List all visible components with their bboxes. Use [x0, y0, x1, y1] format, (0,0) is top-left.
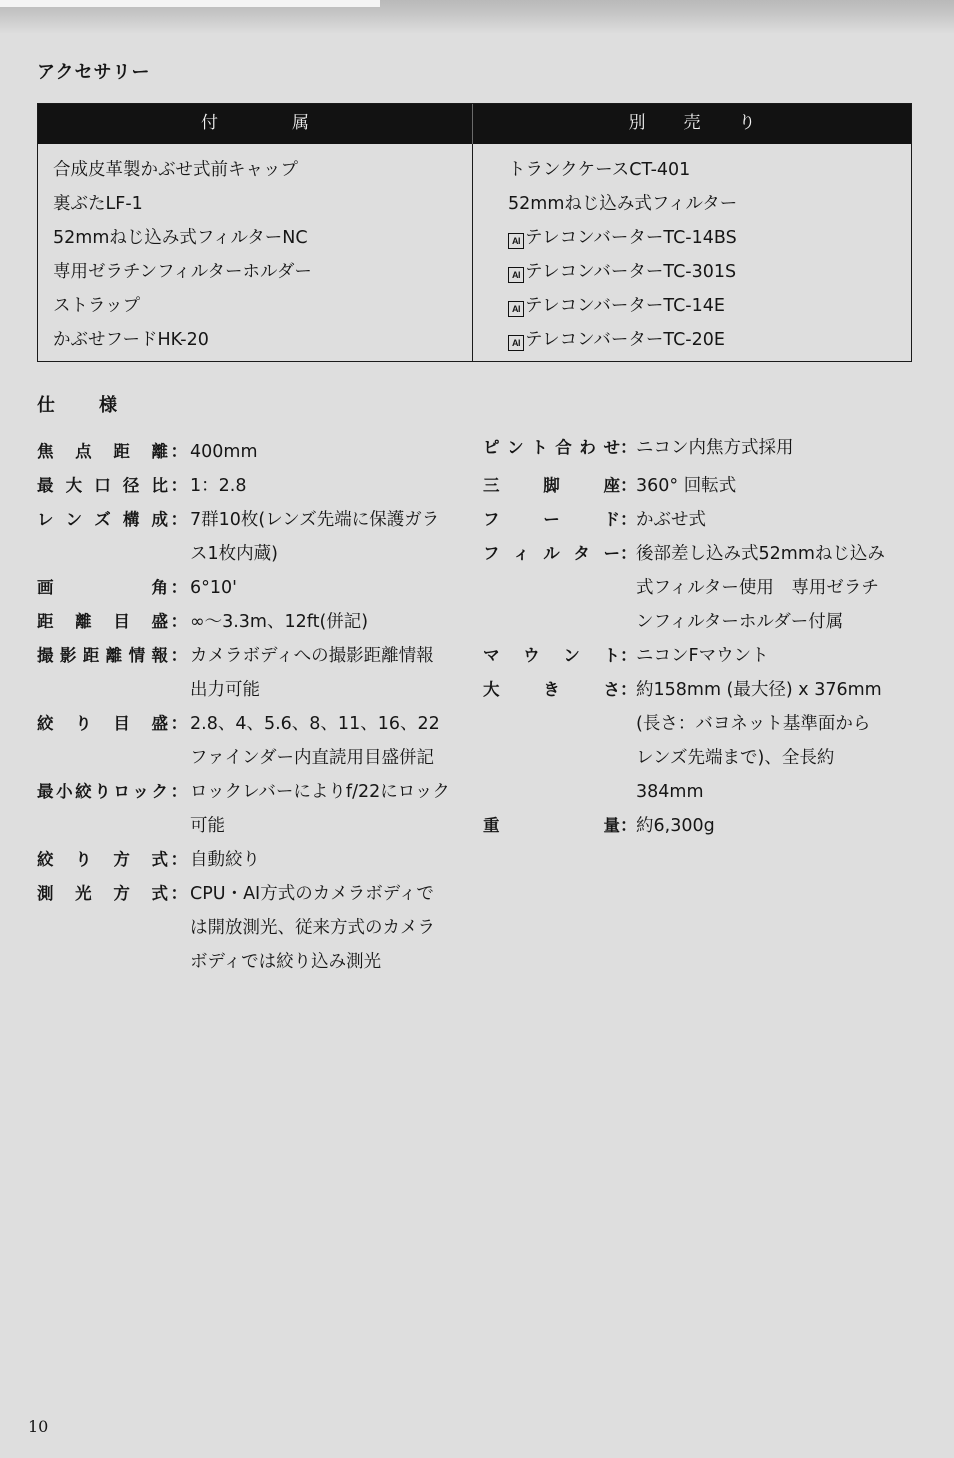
spec-label-char: ル [543, 544, 560, 563]
spec-filter [483, 537, 885, 639]
spec-value-line: ボディでは絞り込み測光 [190, 952, 382, 972]
spec-label-char: 角 [151, 578, 168, 597]
spec-label-char: 絞 [37, 850, 54, 869]
accessories-heading: アクセサリー [37, 62, 151, 83]
spec-aperture-scale [37, 707, 450, 775]
spec-separator: ： [620, 476, 637, 496]
spec-label [483, 469, 620, 503]
spec-label-char: 撮 [37, 646, 54, 665]
spec-separator: ： [170, 782, 188, 802]
optional-item-text: テレコンバーターTC-14E [525, 296, 725, 316]
included-item: 裏ぶたLF-1 [53, 194, 143, 214]
optional-item [508, 255, 911, 289]
included-item: 専用ゼラチンフィルターホルダー [53, 262, 312, 282]
header-included: 付属 [38, 104, 473, 144]
spec-value-line: ニコン内焦方式採用 [636, 438, 794, 458]
spec-label-char: レ [37, 510, 54, 529]
spec-label [37, 435, 168, 469]
spec-label-char: マ [483, 646, 500, 665]
spec-value-line: 式フィルター使用 専用ゼラチ [636, 578, 879, 598]
spec-value [190, 843, 260, 877]
spec-label-char: 径 [122, 476, 140, 495]
page-number: 10 [28, 1417, 49, 1436]
spec-label [483, 639, 620, 673]
spec-label-char: 口 [94, 476, 111, 495]
spec-label-char: タ [573, 544, 590, 563]
included-item: かぶせフードHK-20 [53, 330, 209, 350]
spec-label [37, 877, 168, 911]
spec-value-line: ニコンFマウント [636, 646, 769, 666]
spec-value [190, 775, 450, 843]
optional-item-text: 52mmねじ込み式フィルター [508, 194, 738, 214]
spec-label-char: 絞 [75, 782, 92, 801]
spec-value-line: ∞～3.3m、12ft(併記) [190, 612, 369, 632]
spec-label-char: 三 [483, 476, 500, 495]
spec-label-char: り [75, 850, 92, 869]
ai-mark-icon: AI [508, 301, 524, 317]
spec-label-char: ー [603, 544, 620, 563]
spec-separator: ： [170, 884, 188, 904]
spec-distance-info [37, 639, 450, 707]
specs-left-column [37, 435, 450, 979]
spec-max-aperture [37, 469, 450, 503]
spec-label-char: 式 [151, 850, 168, 869]
spec-separator: ： [170, 714, 188, 734]
spec-label-char: 方 [113, 850, 130, 869]
spec-label-char: ィ [513, 544, 530, 563]
spec-label-char: 距 [113, 442, 130, 461]
included-item: ストラップ [53, 296, 141, 316]
spec-label [37, 639, 168, 673]
spec-label [37, 775, 168, 809]
optional-item-text: テレコンバーターTC-301S [525, 262, 737, 282]
spec-label-char: 大 [65, 476, 83, 495]
spec-separator: ： [620, 646, 637, 666]
spec-tripod-mount [483, 469, 885, 503]
spec-value [190, 707, 440, 775]
spec-label-char: 離 [151, 442, 168, 461]
spec-separator: ： [620, 680, 637, 700]
scan-edge [0, 0, 380, 7]
spec-label-char: せ [603, 438, 620, 457]
spec-label-char: ン [563, 646, 580, 665]
specs-right-column [483, 431, 885, 843]
spec-value-line: かぶせ式 [636, 510, 706, 530]
spec-label [483, 503, 620, 537]
spec-value [190, 605, 368, 639]
spec-value [190, 435, 258, 469]
spec-value-line: 出力可能 [190, 680, 260, 700]
spec-label-char: 構 [122, 510, 140, 529]
spec-label-char: さ [603, 680, 620, 699]
spec-value-line: 7群10枚(レンズ先端に保護ガラ [190, 510, 440, 530]
spec-label [483, 673, 620, 707]
spec-value [636, 809, 715, 843]
specs-heading: 仕様 [37, 395, 161, 416]
spec-label-char: ト [531, 438, 548, 457]
header-optional: 別売り [628, 113, 794, 133]
spec-value [636, 537, 885, 639]
spec-label-char: ン [507, 438, 524, 457]
spec-value-line: カメラボディへの撮影距離情報 [190, 646, 434, 666]
spec-label-char: き [543, 680, 560, 699]
accessories-table [37, 103, 912, 362]
spec-value [190, 639, 434, 707]
spec-separator: ： [620, 438, 637, 458]
spec-label-char: 光 [75, 884, 92, 903]
spec-separator: ： [170, 578, 188, 598]
accessories-table-header [38, 104, 911, 144]
spec-label-char: わ [579, 438, 596, 457]
spec-focal-length [37, 435, 450, 469]
spec-label-char: ズ [94, 510, 111, 529]
spec-value-line: 384mm [636, 782, 704, 802]
spec-label-char: 焦 [37, 442, 54, 461]
spec-label [37, 605, 168, 639]
spec-label-char: 量 [603, 816, 620, 835]
spec-value-line: 自動絞り [190, 850, 260, 870]
spec-label-char: 情 [128, 646, 146, 665]
spec-label-char: ー [543, 510, 560, 529]
spec-label-char: 目 [113, 612, 130, 631]
spec-value-line: 可能 [190, 816, 225, 836]
spec-value-line: ンフィルターホルダー付属 [636, 612, 844, 632]
optional-item-text: トランクケースCT-401 [508, 160, 691, 180]
spec-label-char: 測 [37, 884, 54, 903]
spec-value-line: 約158mm (最大径) x 376mm [636, 680, 882, 700]
spec-label [483, 431, 620, 465]
accessories-table-body [38, 144, 911, 361]
spec-label-char: 合 [555, 438, 572, 457]
spec-label-char: 点 [75, 442, 92, 461]
spec-diaphragm [37, 843, 450, 877]
spec-label-char: ピ [483, 438, 500, 457]
ai-mark-icon: AI [508, 267, 524, 283]
spec-label-char: 影 [59, 646, 77, 665]
spec-label-char: フ [483, 510, 500, 529]
spec-mount [483, 639, 885, 673]
spec-label [37, 707, 168, 741]
spec-label-char: ウ [523, 646, 540, 665]
spec-label-char: ク [151, 782, 168, 801]
spec-separator: ： [170, 612, 188, 632]
spec-label-char: 最 [37, 476, 54, 495]
spec-hood [483, 503, 885, 537]
spec-value [190, 571, 237, 605]
spec-value [190, 503, 439, 571]
spec-value-line: 400mm [190, 442, 258, 462]
spec-separator: ： [170, 646, 188, 666]
spec-angle-of-view [37, 571, 450, 605]
spec-value-line: 360° 回転式 [636, 476, 737, 496]
spec-label-char: 比 [151, 476, 168, 495]
spec-label-char: 距 [37, 612, 54, 631]
spec-separator: ： [620, 816, 637, 836]
spec-label-char: 小 [56, 782, 73, 801]
spec-value [636, 469, 736, 503]
spec-label-char: 目 [113, 714, 130, 733]
spec-label-char: ッ [132, 782, 149, 801]
spec-label [37, 469, 168, 503]
spec-value-line: 1：2.8 [190, 476, 247, 496]
spec-label-char: ト [603, 646, 620, 665]
spec-label-char: 重 [483, 816, 500, 835]
spec-label-char: フ [483, 544, 500, 563]
spec-value-line: (長さ：バヨネット基準面から [636, 714, 871, 734]
spec-value [636, 673, 882, 809]
spec-label-char: 大 [483, 680, 500, 699]
spec-separator: ： [170, 442, 188, 462]
spec-value-line: ス1枚内蔵) [190, 544, 278, 564]
spec-label-char: 離 [75, 612, 92, 631]
spec-label-char: 報 [151, 646, 168, 665]
spec-value-line: ファインダー内直読用目盛併記 [190, 748, 434, 768]
spec-value [190, 877, 435, 979]
spec-value-line: レンズ先端まで)、全長約 [636, 748, 835, 768]
spec-focusing [483, 431, 885, 465]
spec-label [37, 503, 168, 537]
spec-label-char: 絞 [37, 714, 54, 733]
spec-distance-scale [37, 605, 450, 639]
spec-label-char: ロ [113, 782, 130, 801]
optional-item [508, 221, 911, 255]
spec-label-char: 脚 [543, 476, 560, 495]
spec-label-char: ド [603, 510, 620, 529]
spec-value [636, 639, 769, 673]
spec-value [190, 469, 246, 503]
spec-separator: ： [170, 510, 188, 530]
spec-label-char: り [75, 714, 92, 733]
spec-value-line: 2.8、4、5.6、8、11、16、22 [190, 714, 440, 734]
optional-item [508, 289, 911, 323]
spec-value-line: は開放測光、従来方式のカメラ [190, 918, 435, 938]
ai-mark-icon: AI [508, 335, 524, 351]
optional-column [473, 144, 911, 361]
included-column [38, 144, 473, 361]
spec-weight [483, 809, 885, 843]
included-item: 52mmねじ込み式フィルターNC [53, 228, 308, 248]
spec-label [37, 843, 168, 877]
spec-label-char: 画 [37, 578, 54, 597]
spec-label [483, 537, 620, 571]
spec-label [37, 571, 168, 605]
spec-label-char: 方 [113, 884, 130, 903]
spec-label-char: り [94, 782, 111, 801]
spec-label-char: 成 [151, 510, 168, 529]
spec-label-char: 式 [151, 884, 168, 903]
spec-label [483, 809, 620, 843]
spec-metering [37, 877, 450, 979]
spec-value [636, 503, 706, 537]
spec-label-char: 距 [82, 646, 100, 665]
spec-label-char: 盛 [151, 714, 168, 733]
spec-label-char: 離 [105, 646, 123, 665]
spec-separator: ： [170, 850, 188, 870]
spec-separator: ： [620, 544, 637, 564]
optional-item [508, 153, 911, 187]
spec-dimensions [483, 673, 885, 809]
spec-value-line: 6°10' [190, 578, 237, 598]
spec-label-char: 座 [603, 476, 620, 495]
optional-item-text: テレコンバーターTC-20E [525, 330, 725, 350]
optional-item [508, 323, 911, 357]
spec-lens-construction [37, 503, 450, 571]
included-item: 合成皮革製かぶせ式前キャップ [53, 160, 298, 180]
spec-label-char: ン [65, 510, 83, 529]
spec-separator: ： [620, 510, 637, 530]
optional-item [508, 187, 911, 221]
optional-item-text: テレコンバーターTC-14BS [525, 228, 737, 248]
spec-label-char: 最 [37, 782, 54, 801]
spec-separator: ： [170, 476, 188, 496]
spec-value [636, 431, 794, 465]
spec-value-line: ロックレバーによりf/22にロック [190, 782, 450, 802]
spec-min-aperture-lock [37, 775, 450, 843]
spec-value-line: 後部差し込み式52mmねじ込み [636, 544, 885, 564]
spec-label-char: 盛 [151, 612, 168, 631]
ai-mark-icon: AI [508, 233, 524, 249]
spec-value-line: CPU・AI方式のカメラボディで [190, 884, 434, 904]
spec-value-line: 約6,300g [636, 816, 715, 836]
